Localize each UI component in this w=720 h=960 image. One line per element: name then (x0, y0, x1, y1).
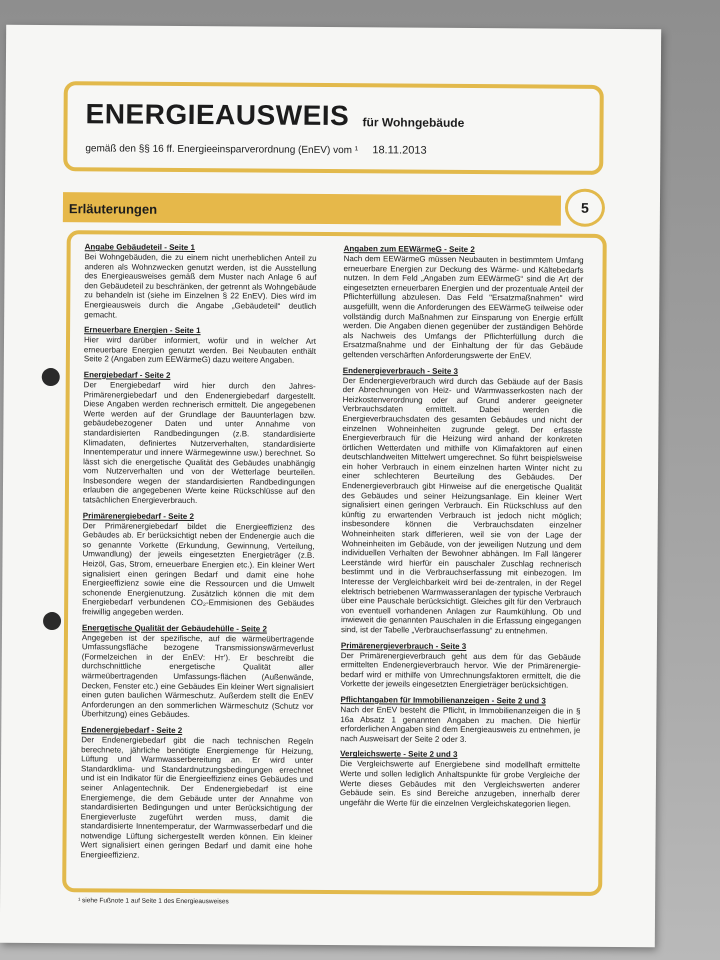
document-subtitle: für Wohngebäude (362, 115, 465, 130)
section-primaerenergiebedarf (82, 511, 315, 619)
section-gebaeudeteil (84, 242, 317, 321)
section-heading: Vergleichswerte - Seite 2 und 3 (340, 749, 458, 760)
section-text: Die Vergleichswerte auf Energiebene sind modellhaft ermittelte Werte und sollen lediglich Anhaltspunkte für grobe Vergleiche der Werte dieses Gebäudes mit den Vergleichswerten anderer Gebäude sein. Es sind Bereiche anzugeben, innerhalb derer ungefähr die Werte für die einzelnen Vergleichskategorien liegen. (339, 759, 581, 809)
section-endenergieverbrauch (341, 366, 583, 637)
section-text: Der Endenergieverbrauch wird durch das Gebäude auf der Basis der Abrechnungen von Heiz- und Warmwasserkosten nach der Heizkostenverordnung oder auf Grund anderer geeigneter Verbrauchsdaten ermittelt. Dabei werden die Energieverbrauchsdaten des gesamten Gebäudes und nicht der einzelnen Wohneinheiten zugrunde gelegt. Der erfasste Energieverbrauch für die Heizung wird anhand der konkreten örtlichen Wetterdaten und mithilfe von Klimafaktoren auf einen deutschlandweiten Mittelwert umgerechnet. So führt beispielsweise ein hoher Verbrauch in einem einzelnen harten Winter nicht zu einer schlechteren Beurteilung des Gebäudes. Der Endenergieverbrauch gibt Hinweise auf die energetische Qualität des Gebäudes und seiner Heizungsanlage. Ein kleiner Wert signalisiert einen geringen Verbrauch. Ein Rückschluss auf den künftig zu erwartenden Verbrauch ist jedoch nicht möglich; insbesondere können die Verbrauchsdaten einzelner Wohneinheiten stark differieren, weil sie von der Lage der Wohneinheiten im Gebäude, von der jeweiligen Nutzung und dem individuellen Verhalten der Bewohner abhängen. Im Fall längerer Leerstände wird hierfür ein pauschaler Zuschlag rechnerisch bestimmt und in die Verbrauchserfassung mit einbezogen. Im Interesse der Vergleichbarkeit wird bei de-zentralen, in der Regel elektrisch betriebenen Warmwasseranlagen der typische Verbrauch über eine Pauschale berücksichtigt. Gleiches gilt für den Verbrauch von eventuell vorhandenen Anlagen zur Raumkühlung. Ob und inwieweit die genannten Pauschalen in die Erfassung eingegangen sind, ist der Tabelle „Verbrauchserfassung“ zu entnehmen. (340, 375, 583, 636)
section-energiebedarf (83, 370, 316, 506)
section-heading: Pflichtangaben für Immobilienanzeigen - Seite 2 und 3 (340, 695, 546, 706)
section-primaerenergieverbrauch (341, 641, 581, 691)
section-text: Nach dem EEWärmeG müssen Neubauten in bestimmtem Umfang erneuerbare Energien zur Deckung des Wärme- und Kältebedarfs nutzen. In dem Feld „Angaben zum EEWärmeG“ sind die Art der eingesetzten erneuerbaren Energien und der prozentuale Anteil der Pflichterfüllung abzulesen. Das Feld "Ersatzmaßnahmen" wird ausgefüllt, wenn die Anforderungen des EEWärmeG teilweise oder vollständig durch Maßnahmen zur Einsparung von Energie erfüllt werden. Die Angaben dienen gegenüber der zuständigen Behörde als Nachweis des Umfangs der Pflichterfüllung durch die Ersatzmaßnahme und der Einhaltung der für das Gebäude geltenden verschärften Anforderungswerte der EnEV. (342, 254, 584, 361)
section-heading: Energetische Qualität der Gebäudehülle - Seite 2 (81, 622, 267, 634)
section-text: Der Endenergiebedarf gibt die nach technischen Regeln berechnete, jährliche benötigte Energiemenge für Heizung, Lüftung und Warmwasserbereitung an. Er wird unter Standardklima- und Standardnutzungsbedingungen errechnet und ist ein Indikator für die Energieeffizienz eines Gebäudes und seiner Anlagentechnik. Der Endenergiebedarf ist eine Energiemenge, die dem Gebäude unter der Annahme von standardisierten Bedingungen und unter Berücksichtigung der Energieverluste zugeführt werden muss, damit die standardisierte Innentemperatur, der Warmwasserbedarf und die notwendige Lüftung sichergestellt werden können. Ein kleiner Wert signalisiert einen geringen Bedarf und damit eine hohe Energieeffizienz. (80, 735, 314, 860)
punch-hole (43, 612, 61, 630)
section-text: Der Energiebedarf wird hier durch den Jahres-Primärenergiebedarf und den Endenergiebedarf dargestellt. Diese Angaben werden rechnerisch ermittelt. Die angegebenen Werte werden auf der Grundlage der Bauunterlagen bzw. gebäudebezogener Daten und unter Annahme von standardisierten Randbedingungen (z.B. standardisierte Klimadaten, definiertes Nutzerverhalten, standardisierte Innentemperatur und innere Wärmegewinne usw.) berechnet. So lässt sich die energetische Qualität des Gebäudes unabhängig vom Nutzerverhalten und von der Wetterlage beurteilen. Insbesondere wegen der standardisierten Randbedingungen erlauben die angegebenen Werte keine Rückschlüsse auf den tatsächlichen Energieverbrauch. (82, 380, 316, 506)
section-eewaermeg (343, 244, 584, 361)
section-vergleichswerte (340, 749, 580, 809)
section-text: Der Primärenergieverbrauch geht aus dem für das Gebäude ermittelten Endenergieverbrauch hervor. Wie der Primärenergie-bedarf wird er mithilfe von Umrechnungsfaktoren ermittelt, die die Vorkette der jeweils eingesetzten Energieträger berücksichtigen. (340, 650, 581, 691)
section-text: Hier wird darüber informiert, wofür und in welcher Art erneuerbare Energien genutzt werden. Bei Neubauten enthält Seite 2 (Angaben zum EEWärmeG) dazu weitere Angaben. (83, 335, 317, 366)
header-box (63, 81, 604, 175)
left-column (80, 242, 316, 867)
section-title: Erläuterungen (68, 201, 158, 217)
section-pflichtangaben (340, 695, 580, 745)
regulation-line: gemäß den §§ 16 ff. Energieeinsparverordnung (EnEV) vom ¹ (85, 143, 359, 157)
section-text: Der Primärenergiebedarf bildet die Energieeffizienz des Gebäudes ab. Er berücksichtigt neben der Endenergie auch die so genannte Vorkette (Erkundung, Gewinnung, Verteilung, Umwandlung) der jeweils eingesetzten Energieträger (z.B. Heizöl, Gas, Strom, erneuerbare Energien etc.). Ein kleiner Wert signalisiert einen geringen Bedarf und damit eine hohe Energieeffizienz sowie eine die Ressourcen und die Umwelt schonende Energienutzung. Zusätzlich können die mit dem Energiebedarf verbundenen CO₂-Emmisionen des Gebäudes freiwillig angegeben werden. (82, 520, 315, 617)
footnote: ¹ siehe Fußnote 1 auf Seite 1 des Energieausweises (78, 897, 229, 906)
section-heading: Endenergieverbrauch - Seite 3 (342, 365, 458, 376)
section-text: Nach der EnEV besteht die Pflicht, in Immobilienanzeigen die in § 16a Absatz 1 genannten Angaben zu machen. Die hierfür erforderlichen Angaben sind dem Energieausweis zu entnehmen, je nach Ausweisart der Seite 2 oder 3. (340, 705, 581, 744)
section-heading: Primärenergiebedarf - Seite 2 (82, 510, 194, 521)
section-heading: Erneuerbare Energien - Seite 1 (84, 325, 201, 336)
explanations-box (62, 230, 607, 896)
section-heading: Primärenergieverbrauch - Seite 3 (340, 640, 467, 651)
section-heading: Energiebedarf - Seite 2 (83, 370, 171, 380)
section-heading: Angaben zum EEWärmeG - Seite 2 (343, 244, 475, 255)
section-gebaeudehuelle (81, 623, 314, 721)
section-erneuerbare-energien (84, 325, 316, 365)
section-text: Bei Wohngebäuden, die zu einem nicht unerheblichen Anteil zu anderen als Wohnzwecken genutzt werden, ist die Ausstellung des Energieausweises gemäß dem Muster nach Anlage 6 auf den Gebäudeteil zu beschränken, der getrennt als Wohngebäude zu behandeln ist (siehe im Einzelnen § 22 EnEV). Dies wird im Energieausweis durch die Angabe „Gebäudeteil“ deutlich gemacht. (84, 252, 317, 320)
section-band (63, 192, 561, 225)
document-page (0, 25, 661, 948)
section-text: Angegeben ist der spezifische, auf die wärmeübertragende Umfassungsfläche bezogene Transmissionswärmeverlust (Formelzeichen in der EnEV: Hᴛ'). Er beschreibt die durchschnittliche energetische Qualität aller wärmeübertragenden Umfassungs-flächen (Außenwände, Decken, Fenster etc.) eine Gebäudes Ein kleiner Wert signalisiert einen guten baulichen Wärmeschutz. Außerdem stellt die EnEV Anforderungen an den sommerlichen Wärmeschutz (Schutz vor Überhitzung) eines Gebäudes. (81, 632, 314, 720)
punch-hole (42, 368, 60, 386)
page-number-badge: 5 (565, 189, 605, 227)
section-endenergiebedarf (80, 725, 313, 861)
document-title: ENERGIEAUSWEIS (85, 98, 350, 132)
section-heading: Angabe Gebäudeteil - Seite 1 (84, 242, 195, 253)
section-heading: Endenergiebedarf - Seite 2 (81, 725, 183, 735)
regulation-date: 18.11.2013 (372, 144, 427, 157)
right-column (340, 244, 584, 815)
